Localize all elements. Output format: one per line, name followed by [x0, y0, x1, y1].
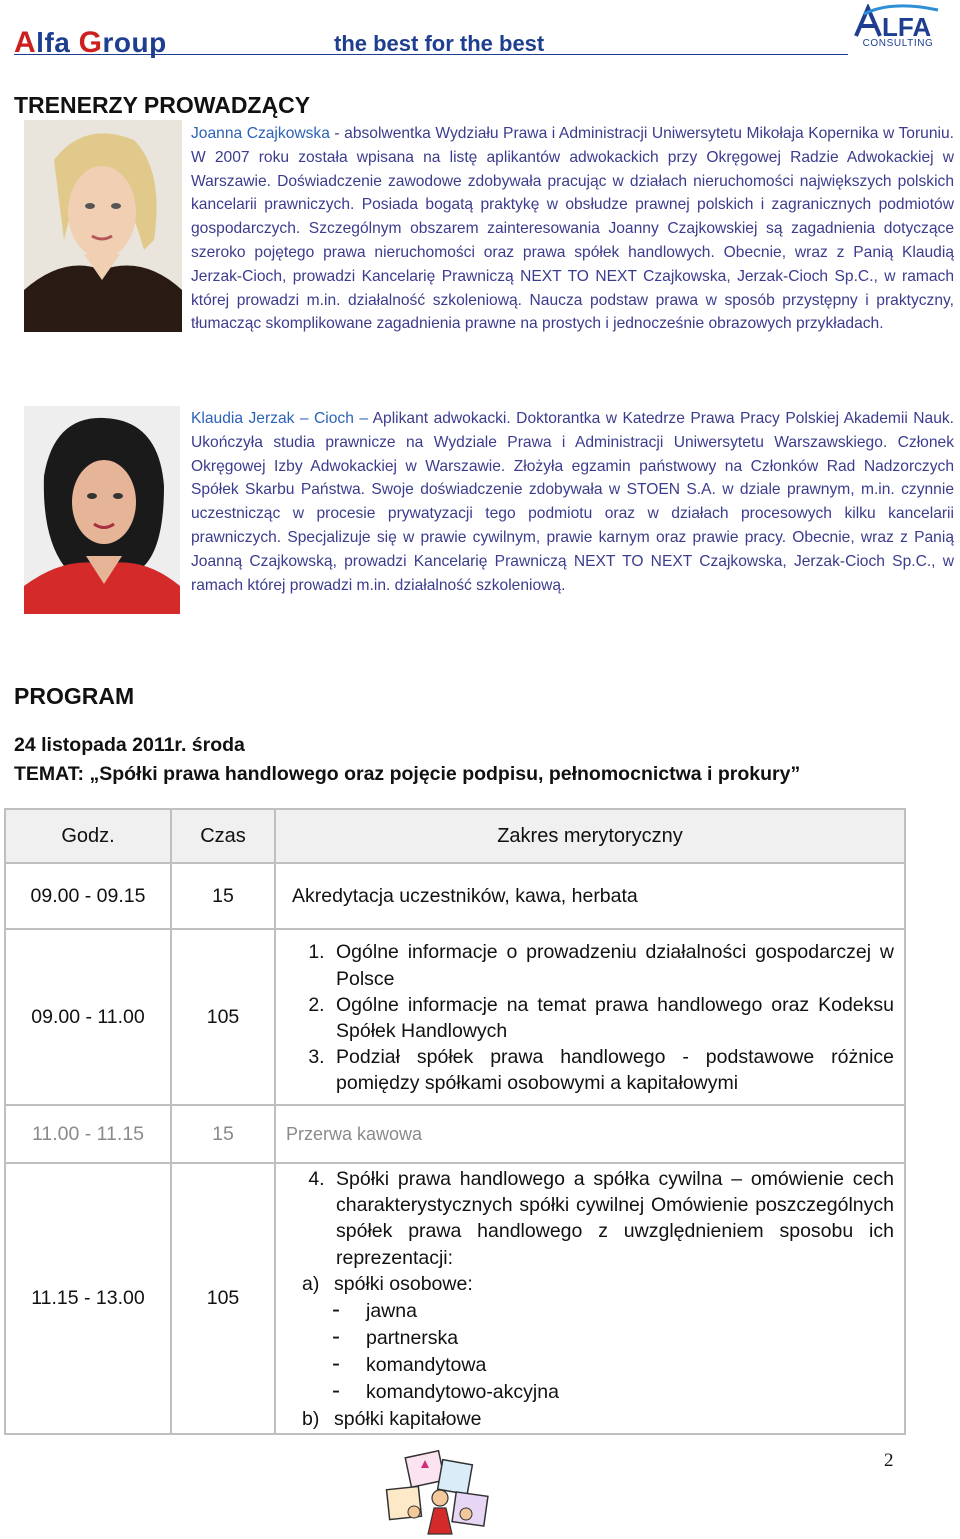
row-scope: Akredytacja uczestników, kawa, herbata	[275, 863, 905, 929]
program-topic: TEMAT: „Spółki prawa handlowego oraz pojęcie podpisu, pełnomocnictwa i prokury”	[14, 763, 801, 785]
row-time: 11.00 - 11.15	[5, 1105, 171, 1163]
row-time: 11.15 - 13.00	[5, 1163, 171, 1434]
list-item: - komandytowo-akcyjna	[332, 1379, 904, 1406]
col-duration-header: Czas	[171, 809, 275, 863]
table-row	[5, 1163, 905, 1434]
trainer1-bio	[191, 122, 954, 336]
row-time: 09.00 - 11.00	[5, 929, 171, 1105]
list-item	[330, 1166, 894, 1271]
table-row	[5, 929, 905, 1105]
table-row	[5, 863, 905, 929]
sub-item-b: b) spółki kapitałowe	[302, 1407, 482, 1430]
trainer1-name: Joanna Czajkowska	[191, 125, 330, 142]
sub-item-a: a) spółki osobowe:	[302, 1272, 473, 1295]
trainers-heading: TRENERZY PROWADZĄCY	[14, 92, 311, 118]
brand-name: Alfa Group	[14, 26, 167, 59]
alfa-consulting-logo	[852, 4, 944, 56]
row-duration: 105	[171, 1163, 275, 1434]
program-date: 24 listopada 2011r. środa	[14, 734, 245, 756]
tagline: the best for the best	[334, 31, 545, 56]
row-duration: 15	[171, 1105, 275, 1163]
scope-list	[276, 939, 904, 1096]
row-scope	[275, 1163, 905, 1434]
table-row	[5, 1105, 905, 1163]
list-item: 3. Podział spółek prawa handlowego - podstawowe różnice pomiędzy spółkami osobowymi a kapitałowymi	[330, 1044, 894, 1096]
logo-sub: CONSULTING	[862, 38, 934, 49]
row-time: 09.00 - 09.15	[5, 863, 171, 929]
dash-list	[302, 1298, 904, 1406]
list-item: 2. Ogólne informacje na temat prawa handlowego oraz Kodeksu Spółek Handlowych	[330, 992, 894, 1044]
page-header	[14, 12, 944, 59]
list-item: 1. Ogólne informacje o prowadzeniu działalności gospodarczej w Polsce	[330, 939, 894, 991]
list-item: - jawna	[332, 1298, 904, 1325]
table-header-row	[5, 809, 905, 863]
program-heading: PROGRAM	[14, 683, 135, 709]
scope-list	[276, 1166, 904, 1271]
col-scope-header: Zakres merytoryczny	[275, 809, 905, 863]
row-scope: Przerwa kawowa	[275, 1105, 905, 1163]
trainer1-photo	[24, 120, 182, 332]
item-text: Spółki prawa handlowego a spółka cywilna – omówienie cech charakterystycznych spółki cywilnej Omówienie poszczególnych spółek prawa handlowego z uwzględnieniem sposobu ich reprezentacji:	[336, 1168, 894, 1269]
row-duration: 105	[171, 929, 275, 1105]
trainer1-bio-text: - absolwentka Wydziału Prawa i Administracji Uniwersytetu Mikołaja Kopernika w Toruniu. W 2007 roku została wpisana na listę aplikantów adwokackich przy Okręgowej Radzie Adwokackiej w Warszawie. Doświadczenie zawodowe zdobywała pracując w działach nieruchomości największych polskich kancelarii prawniczych. Posiada bogatą praktykę w obsłudze prawnej polskich i zagranicznych podmiotów gospodarczych. Szczególnym obszarem zainteresowania Joanny Czajkowskiej są zagadnienia dotyczące szeroko pojętego prawa nieruchomości oraz prawa spółek handlowych. Obecnie, wraz z Panią Klaudią Jerzak-Cioch, prowadzi Kancelarię Prawniczą NEXT TO NEXT Czajkowska, Jerzak-Cioch Sp.C., w ramach której prowadzi m.in. działalność szkoleniową. Naucza podstaw prawa w sposób przystępny i praktyczny, tłumacząc skomplikowane zagadnienia prawne na prostych i jednocześnie obrazowych przykładach.	[191, 125, 954, 333]
row-duration: 15	[171, 863, 275, 929]
trainer2-bio	[191, 407, 954, 597]
header-rule	[14, 54, 848, 55]
page-number: 2	[884, 1450, 894, 1471]
row-scope	[275, 929, 905, 1105]
list-item: - komandytowa	[332, 1352, 904, 1379]
logo-word: LFA	[882, 12, 932, 38]
sub-list	[276, 1271, 904, 1433]
trainer2-bio-text: Aplikant adwokacki. Doktorantka w Katedrze Prawa Pracy Polskiej Akademii Nauk. Ukończyła studia prawnicze na Wydziale Prawa i Administracji Uniwersytetu Warszawskiego. Członek Okręgowej Izby Adwokackiej w Warszawie. Złożyła egzamin państwowy na Członków Rad Nadzorczych Spółek Skarbu Państwa. Swoje doświadczenie zdobywała w STOEN S.A. w dziale prawnym, m.in. czynnie uczestnicząc w procesie prywatyzacji tego podmiotu oraz w działach procesowych kilku kancelarii prawniczych. Specjalizuje się w prawie cywilnym, prawie karnym oraz prawie pracy. Obecnie, wraz z Panią Joanną Czajkowską, prowadzi Kancelarię Prawniczą NEXT TO NEXT Czajkowska, Jerzak-Cioch Sp.C., w ramach której prowadzi m.in. działalność szkoleniową.	[191, 410, 954, 594]
footer-decoration-icon	[384, 1448, 496, 1536]
col-time-header: Godz.	[5, 809, 171, 863]
trainer2-name: Klaudia Jerzak – Cioch –	[191, 410, 369, 427]
list-item: - partnerska	[332, 1325, 904, 1352]
trainer2-photo	[24, 406, 180, 614]
program-table	[4, 808, 906, 1435]
